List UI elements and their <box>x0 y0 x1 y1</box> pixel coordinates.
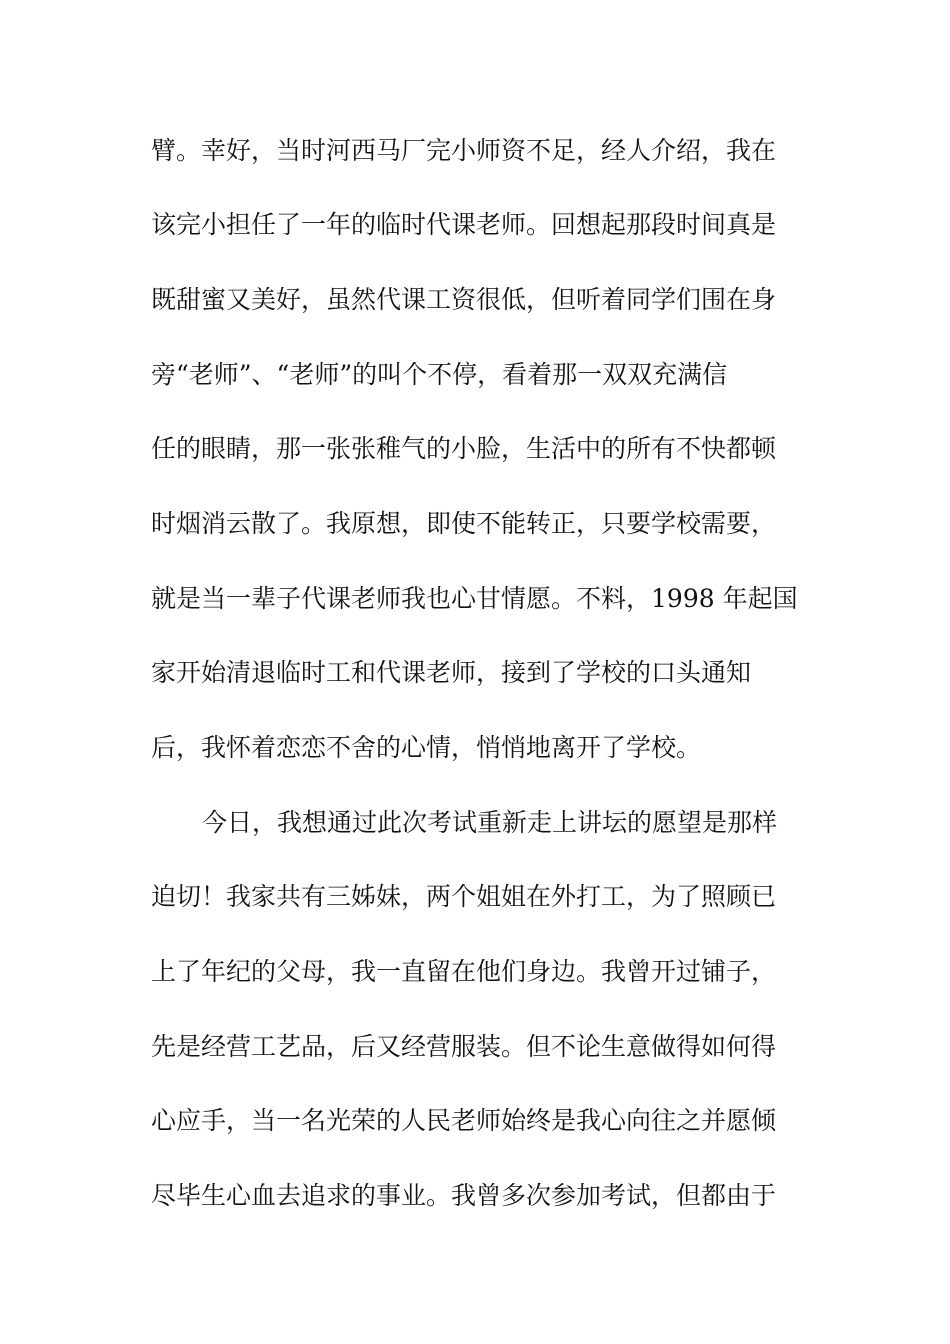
text-line-1: 臂。幸好，当时河西马厂完小师资不足，经人介绍，我在 <box>151 136 777 165</box>
text-line-8: 家开始清退临时工和代课老师，接到了学校的口头通知 <box>151 658 752 687</box>
text-line-7: 就是当一辈子代课老师我也心甘情愿。不料，1998 年起国 <box>151 584 798 613</box>
text-line-2: 该完小担任了一年的临时代课老师。回想起那段时间真是 <box>151 210 777 239</box>
text-line-6: 时烟消云散了。我原想，即使不能转正，只要学校需要， <box>151 509 777 538</box>
text-line-10: 今日，我想通过此次考试重新走上讲坛的愿望是那样 <box>202 808 778 837</box>
text-line-3: 既甜蜜又美好，虽然代课工资很低，但听着同学们围在身 <box>151 285 777 314</box>
text-line-12: 上了年纪的父母，我一直留在他们身边。我曾开过铺子， <box>151 957 777 986</box>
text-line-9: 后，我怀着恋恋不舍的心情，悄悄地离开了学校。 <box>151 733 702 762</box>
text-line-14: 心应手，当一名光荣的人民老师始终是我心向往之并愿倾 <box>151 1106 777 1135</box>
text-line-15: 尽毕生心血去追求的事业。我曾多次参加考试，但都由于 <box>151 1181 777 1210</box>
text-line-11: 迫切！我家共有三姊妹，两个姐姐在外打工，为了照顾已 <box>151 882 777 911</box>
text-line-13: 先是经营工艺品，后又经营服装。但不论生意做得如何得 <box>151 1032 777 1061</box>
text-line-4: 旁“老师”、“老师”的叫个不停，看着那一双双充满信 <box>151 360 728 389</box>
text-line-5: 任的眼睛，那一张张稚气的小脸，生活中的所有不快都顿 <box>151 434 777 463</box>
